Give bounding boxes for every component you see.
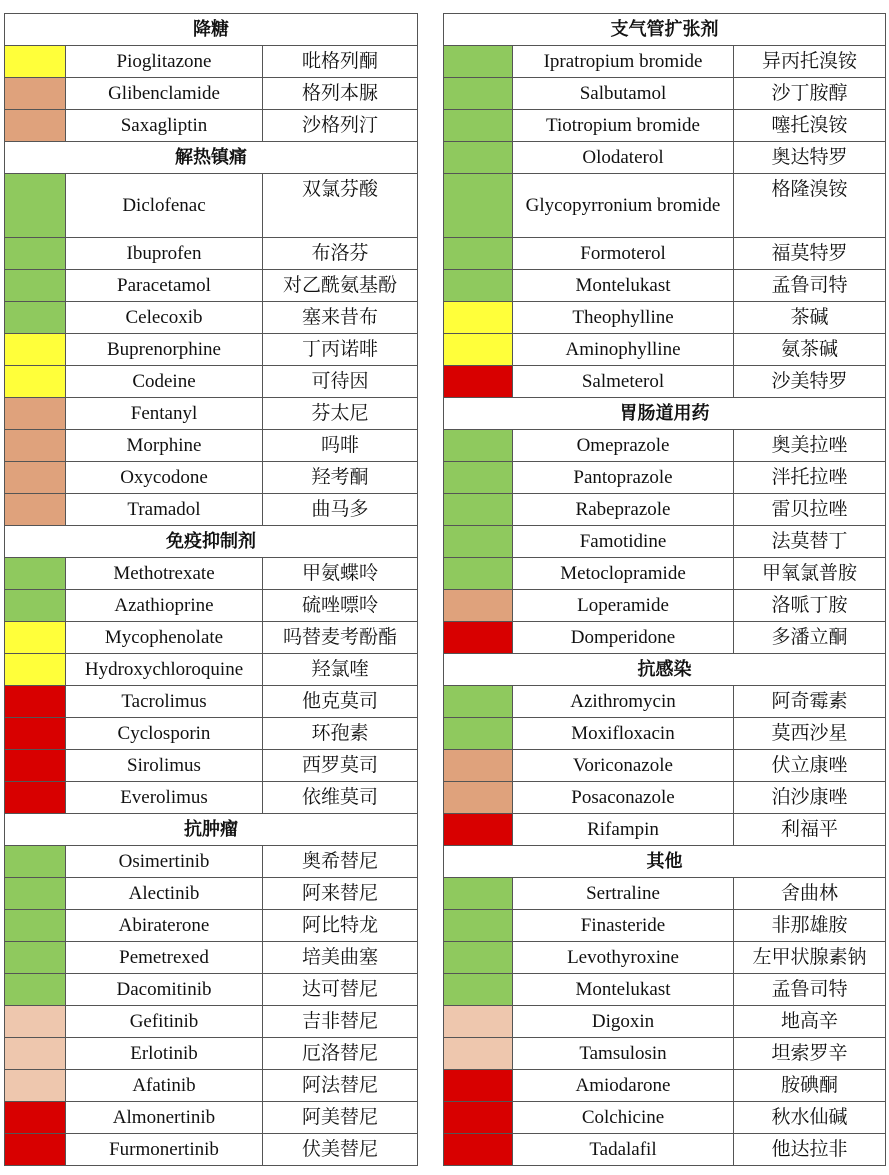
drug-name-english: Oxycodone	[66, 462, 263, 494]
color-swatch	[5, 1070, 66, 1102]
drug-name-english: Mycophenolate	[66, 622, 263, 654]
table-row	[444, 558, 886, 590]
table-row	[444, 718, 886, 750]
color-swatch	[444, 270, 513, 302]
table-row	[5, 334, 418, 366]
table-row	[444, 334, 886, 366]
drug-name-chinese: 多潘立酮	[734, 622, 886, 654]
drug-name-english: Pantoprazole	[513, 462, 734, 494]
table-row	[444, 110, 886, 142]
table-row	[444, 622, 886, 654]
drug-name-chinese: 阿奇霉素	[734, 686, 886, 718]
drug-name-english: Osimertinib	[66, 846, 263, 878]
drug-name-chinese: 吗替麦考酚酯	[263, 622, 418, 654]
drug-name-chinese: 莫西沙星	[734, 718, 886, 750]
table-row	[5, 686, 418, 718]
drug-name-chinese: 异丙托溴铵	[734, 46, 886, 78]
drug-name-chinese: 左甲状腺素钠	[734, 942, 886, 974]
drug-name-chinese: 他达拉非	[734, 1134, 886, 1166]
drug-name-chinese: 对乙酰氨基酚	[263, 270, 418, 302]
drug-name-chinese: 吡格列酮	[263, 46, 418, 78]
color-swatch	[444, 430, 513, 462]
drug-name-chinese: 芬太尼	[263, 398, 418, 430]
drug-name-chinese: 西罗莫司	[263, 750, 418, 782]
drug-name-chinese: 达可替尼	[263, 974, 418, 1006]
color-swatch	[5, 1006, 66, 1038]
drug-name-english: Rifampin	[513, 814, 734, 846]
table-row	[5, 1038, 418, 1070]
color-swatch	[5, 430, 66, 462]
drug-name-chinese: 培美曲塞	[263, 942, 418, 974]
drug-name-english: Afatinib	[66, 1070, 263, 1102]
drug-name-english: Fentanyl	[66, 398, 263, 430]
color-swatch	[444, 942, 513, 974]
drug-name-english: Ipratropium bromide	[513, 46, 734, 78]
table-row	[444, 366, 886, 398]
table-row	[444, 782, 886, 814]
drug-name-english: Moxifloxacin	[513, 718, 734, 750]
drug-name-chinese: 格列本脲	[263, 78, 418, 110]
drug-name-chinese: 非那雄胺	[734, 910, 886, 942]
drug-name-english: Formoterol	[513, 238, 734, 270]
color-swatch	[444, 1070, 513, 1102]
color-swatch	[5, 1038, 66, 1070]
drug-name-chinese: 塞来昔布	[263, 302, 418, 334]
section-title: 胃肠道用药	[444, 398, 886, 430]
drug-name-english: Buprenorphine	[66, 334, 263, 366]
table-row	[5, 398, 418, 430]
table-row	[444, 974, 886, 1006]
drug-name-english: Aminophylline	[513, 334, 734, 366]
drug-name-chinese: 可待因	[263, 366, 418, 398]
color-swatch	[444, 622, 513, 654]
drug-name-english: Morphine	[66, 430, 263, 462]
drug-name-english: Domperidone	[513, 622, 734, 654]
drug-name-english: Erlotinib	[66, 1038, 263, 1070]
drug-name-english: Ibuprofen	[66, 238, 263, 270]
drug-name-chinese: 甲氧氯普胺	[734, 558, 886, 590]
drug-name-english: Saxagliptin	[66, 110, 263, 142]
color-swatch	[444, 718, 513, 750]
drug-name-english: Pemetrexed	[66, 942, 263, 974]
color-swatch	[444, 526, 513, 558]
table-row	[5, 110, 418, 142]
color-swatch	[444, 910, 513, 942]
drug-name-chinese: 法莫替丁	[734, 526, 886, 558]
color-swatch	[5, 782, 66, 814]
color-swatch	[5, 622, 66, 654]
drug-name-chinese: 阿比特龙	[263, 910, 418, 942]
drug-name-chinese: 他克莫司	[263, 686, 418, 718]
drug-name-chinese: 阿美替尼	[263, 1102, 418, 1134]
drug-name-english: Salmeterol	[513, 366, 734, 398]
table-row	[5, 270, 418, 302]
section-header-row	[444, 654, 886, 686]
drug-name-english: Sertraline	[513, 878, 734, 910]
table-row	[444, 142, 886, 174]
drug-name-english: Alectinib	[66, 878, 263, 910]
color-swatch	[444, 590, 513, 622]
drug-name-english: Cyclosporin	[66, 718, 263, 750]
color-swatch	[444, 558, 513, 590]
drug-name-english: Glibenclamide	[66, 78, 263, 110]
drug-name-english: Montelukast	[513, 974, 734, 1006]
drug-name-english: Abiraterone	[66, 910, 263, 942]
drug-name-english: Digoxin	[513, 1006, 734, 1038]
drug-name-english: Tramadol	[66, 494, 263, 526]
table-row	[5, 750, 418, 782]
table-row	[5, 366, 418, 398]
table-row	[5, 718, 418, 750]
color-swatch	[444, 750, 513, 782]
section-header-row	[5, 526, 418, 558]
drug-name-chinese: 羟氯喹	[263, 654, 418, 686]
color-swatch	[444, 782, 513, 814]
section-title: 支气管扩张剂	[444, 14, 886, 46]
color-swatch	[444, 110, 513, 142]
color-swatch	[5, 686, 66, 718]
color-swatch	[444, 238, 513, 270]
drug-name-chinese: 依维莫司	[263, 782, 418, 814]
table-row	[5, 1070, 418, 1102]
color-swatch	[5, 334, 66, 366]
drug-name-english: Hydroxychloroquine	[66, 654, 263, 686]
color-swatch	[5, 942, 66, 974]
color-swatch	[5, 366, 66, 398]
table-row	[5, 174, 418, 238]
color-swatch	[5, 398, 66, 430]
color-swatch	[444, 1006, 513, 1038]
drug-name-english: Omeprazole	[513, 430, 734, 462]
color-swatch	[444, 462, 513, 494]
drug-name-english: Glycopyrronium bromide	[513, 174, 734, 238]
table-row	[444, 910, 886, 942]
color-swatch	[5, 270, 66, 302]
drug-name-chinese: 格隆溴铵	[734, 174, 886, 238]
table-row	[444, 686, 886, 718]
table-row	[444, 1038, 886, 1070]
color-swatch	[5, 174, 66, 238]
drug-name-chinese: 环孢素	[263, 718, 418, 750]
drug-name-english: Levothyroxine	[513, 942, 734, 974]
drug-name-english: Methotrexate	[66, 558, 263, 590]
section-header-row	[5, 14, 418, 46]
section-header-row	[444, 846, 886, 878]
drug-name-chinese: 利福平	[734, 814, 886, 846]
color-swatch	[5, 46, 66, 78]
color-swatch	[5, 462, 66, 494]
drug-name-english: Tiotropium bromide	[513, 110, 734, 142]
table-row	[5, 910, 418, 942]
drug-name-english: Azathioprine	[66, 590, 263, 622]
drug-name-english: Loperamide	[513, 590, 734, 622]
drug-name-chinese: 雷贝拉唑	[734, 494, 886, 526]
table-row	[5, 942, 418, 974]
section-title: 解热镇痛	[5, 142, 418, 174]
color-swatch	[5, 878, 66, 910]
drug-name-chinese: 甲氨蝶呤	[263, 558, 418, 590]
table-row	[5, 558, 418, 590]
drug-name-english: Amiodarone	[513, 1070, 734, 1102]
drug-name-english: Metoclopramide	[513, 558, 734, 590]
section-title: 降糖	[5, 14, 418, 46]
table-row	[444, 878, 886, 910]
drug-name-english: Olodaterol	[513, 142, 734, 174]
drug-name-english: Azithromycin	[513, 686, 734, 718]
table-row	[444, 1006, 886, 1038]
color-swatch	[5, 494, 66, 526]
color-swatch	[444, 302, 513, 334]
drug-name-chinese: 沙丁胺醇	[734, 78, 886, 110]
color-swatch	[444, 142, 513, 174]
table-row	[444, 462, 886, 494]
drug-name-chinese: 氨茶碱	[734, 334, 886, 366]
drug-name-english: Dacomitinib	[66, 974, 263, 1006]
drug-name-chinese: 孟鲁司特	[734, 270, 886, 302]
drug-name-english: Furmonertinib	[66, 1134, 263, 1166]
drug-name-english: Diclofenac	[66, 174, 263, 238]
color-swatch	[444, 814, 513, 846]
table-row	[5, 462, 418, 494]
drug-name-english: Voriconazole	[513, 750, 734, 782]
color-swatch	[5, 1102, 66, 1134]
drug-name-english: Finasteride	[513, 910, 734, 942]
left-drug-table	[4, 13, 418, 1166]
section-header-row	[444, 14, 886, 46]
drug-name-chinese: 沙美特罗	[734, 366, 886, 398]
table-row	[5, 1006, 418, 1038]
drug-name-chinese: 秋水仙碱	[734, 1102, 886, 1134]
drug-name-english: Almonertinib	[66, 1102, 263, 1134]
color-swatch	[444, 334, 513, 366]
table-row	[444, 238, 886, 270]
color-swatch	[444, 78, 513, 110]
drug-name-chinese: 奥达特罗	[734, 142, 886, 174]
color-swatch	[5, 558, 66, 590]
drug-name-chinese: 噻托溴铵	[734, 110, 886, 142]
right-drug-table	[443, 13, 886, 1166]
table-row	[444, 494, 886, 526]
table-row	[5, 590, 418, 622]
color-swatch	[5, 750, 66, 782]
color-swatch	[444, 1102, 513, 1134]
drug-name-english: Codeine	[66, 366, 263, 398]
drug-name-chinese: 伏美替尼	[263, 1134, 418, 1166]
table-row	[5, 846, 418, 878]
drug-name-english: Pioglitazone	[66, 46, 263, 78]
table-row	[5, 654, 418, 686]
table-row	[444, 942, 886, 974]
drug-name-chinese: 泊沙康唑	[734, 782, 886, 814]
drug-name-chinese: 坦索罗辛	[734, 1038, 886, 1070]
section-header-row	[5, 814, 418, 846]
table-row	[444, 590, 886, 622]
color-swatch	[444, 366, 513, 398]
drug-name-chinese: 吉非替尼	[263, 1006, 418, 1038]
drug-name-english: Colchicine	[513, 1102, 734, 1134]
table-row	[5, 238, 418, 270]
drug-name-chinese: 茶碱	[734, 302, 886, 334]
drug-name-english: Salbutamol	[513, 78, 734, 110]
section-title: 其他	[444, 846, 886, 878]
drug-name-english: Everolimus	[66, 782, 263, 814]
color-swatch	[444, 46, 513, 78]
drug-name-chinese: 厄洛替尼	[263, 1038, 418, 1070]
drug-name-chinese: 奥美拉唑	[734, 430, 886, 462]
color-swatch	[444, 878, 513, 910]
color-swatch	[444, 1134, 513, 1166]
drug-name-chinese: 丁丙诺啡	[263, 334, 418, 366]
color-swatch	[444, 974, 513, 1006]
drug-name-chinese: 伏立康唑	[734, 750, 886, 782]
drug-name-english: Tadalafil	[513, 1134, 734, 1166]
color-swatch	[5, 78, 66, 110]
drug-name-chinese: 沙格列汀	[263, 110, 418, 142]
drug-name-chinese: 胺碘酮	[734, 1070, 886, 1102]
drug-name-english: Rabeprazole	[513, 494, 734, 526]
drug-name-chinese: 吗啡	[263, 430, 418, 462]
table-row	[444, 526, 886, 558]
table-row	[5, 622, 418, 654]
color-swatch	[5, 718, 66, 750]
color-swatch	[5, 910, 66, 942]
table-row	[5, 302, 418, 334]
drug-name-english: Montelukast	[513, 270, 734, 302]
drug-name-chinese: 阿来替尼	[263, 878, 418, 910]
table-row	[5, 974, 418, 1006]
table-row	[5, 878, 418, 910]
drug-name-chinese: 曲马多	[263, 494, 418, 526]
table-row	[444, 1102, 886, 1134]
color-swatch	[444, 686, 513, 718]
drug-name-chinese: 泮托拉唑	[734, 462, 886, 494]
drug-name-chinese: 阿法替尼	[263, 1070, 418, 1102]
color-swatch	[5, 974, 66, 1006]
drug-name-chinese: 羟考酮	[263, 462, 418, 494]
table-row	[5, 430, 418, 462]
drug-name-english: Gefitinib	[66, 1006, 263, 1038]
color-swatch	[444, 1038, 513, 1070]
drug-name-chinese: 硫唑嘌呤	[263, 590, 418, 622]
table-row	[444, 302, 886, 334]
drug-name-english: Celecoxib	[66, 302, 263, 334]
section-header-row	[444, 398, 886, 430]
section-title: 抗肿瘤	[5, 814, 418, 846]
drug-name-english: Posaconazole	[513, 782, 734, 814]
drug-name-chinese: 地高辛	[734, 1006, 886, 1038]
table-row	[444, 174, 886, 238]
table-row	[444, 46, 886, 78]
table-row	[444, 814, 886, 846]
section-header-row	[5, 142, 418, 174]
color-swatch	[5, 846, 66, 878]
drug-name-chinese: 布洛芬	[263, 238, 418, 270]
drug-name-chinese: 洛哌丁胺	[734, 590, 886, 622]
color-swatch	[5, 110, 66, 142]
table-row	[5, 1134, 418, 1166]
drug-name-chinese: 福莫特罗	[734, 238, 886, 270]
color-swatch	[444, 174, 513, 238]
table-row	[5, 1102, 418, 1134]
drug-name-chinese: 舍曲林	[734, 878, 886, 910]
color-swatch	[5, 238, 66, 270]
table-row	[444, 430, 886, 462]
drug-name-chinese: 奥希替尼	[263, 846, 418, 878]
table-row	[444, 270, 886, 302]
table-row	[5, 46, 418, 78]
drug-name-chinese: 双氯芬酸	[263, 174, 418, 238]
drug-name-chinese: 孟鲁司特	[734, 974, 886, 1006]
color-swatch	[5, 654, 66, 686]
section-title: 抗感染	[444, 654, 886, 686]
section-title: 免疫抑制剂	[5, 526, 418, 558]
drug-name-english: Tamsulosin	[513, 1038, 734, 1070]
table-row	[5, 782, 418, 814]
drug-name-english: Paracetamol	[66, 270, 263, 302]
table-row	[5, 494, 418, 526]
drug-name-english: Tacrolimus	[66, 686, 263, 718]
color-swatch	[444, 494, 513, 526]
color-swatch	[5, 590, 66, 622]
drug-name-english: Sirolimus	[66, 750, 263, 782]
drug-name-english: Theophylline	[513, 302, 734, 334]
table-row	[444, 78, 886, 110]
drug-name-english: Famotidine	[513, 526, 734, 558]
color-swatch	[5, 302, 66, 334]
table-row	[444, 1134, 886, 1166]
color-swatch	[5, 1134, 66, 1166]
table-row	[444, 1070, 886, 1102]
table-row	[5, 78, 418, 110]
table-row	[444, 750, 886, 782]
